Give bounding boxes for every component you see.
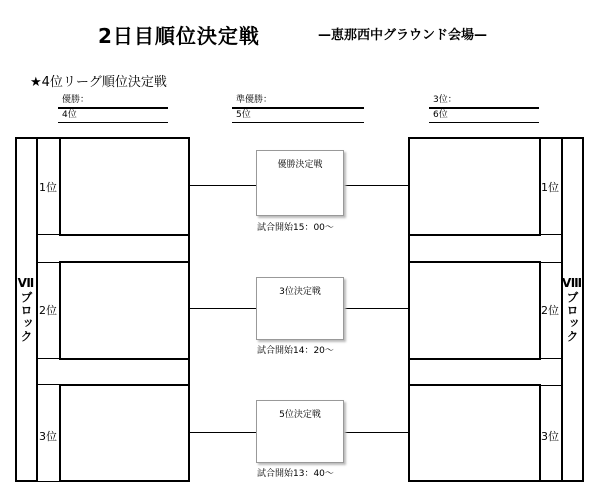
right-connector-2 bbox=[344, 308, 408, 309]
left-team-box-2 bbox=[59, 261, 190, 360]
left-connector-3 bbox=[190, 432, 256, 433]
right-rank-1: 1位 bbox=[541, 181, 559, 194]
right-rank-3: 3位 bbox=[541, 430, 559, 443]
right-team-box-2 bbox=[408, 261, 541, 360]
venue-label: —恵那西中グラウンド会場— bbox=[318, 28, 488, 43]
match-box-fifth bbox=[256, 400, 344, 463]
right-rank-2: 2位 bbox=[541, 304, 559, 317]
match-title-fifth: 5位決定戦 bbox=[279, 410, 321, 420]
left-block-name: Ⅶブロック bbox=[15, 137, 38, 482]
section-title: ★4位リーグ順位決定戦 bbox=[30, 75, 167, 90]
right-connector-3 bbox=[344, 432, 408, 433]
runner-up-label: 準優勝： bbox=[236, 95, 273, 105]
third-underline bbox=[429, 122, 539, 123]
third-line bbox=[429, 107, 539, 109]
left-rank-3: 3位 bbox=[39, 430, 57, 443]
match-time-fifth: 試合開始13：40～ bbox=[257, 469, 334, 479]
match-time-third: 試合開始14：20～ bbox=[257, 346, 334, 356]
left-team-box-1 bbox=[59, 137, 190, 236]
winner-underline bbox=[58, 122, 168, 123]
right-team-box-3 bbox=[408, 384, 541, 482]
left-connector-1 bbox=[190, 185, 256, 186]
right-team-box-1 bbox=[408, 137, 541, 236]
match-box-final bbox=[256, 150, 344, 216]
match-title-final: 優勝決定戦 bbox=[277, 160, 323, 170]
third-label: 3位： bbox=[433, 95, 457, 105]
match-title-third: 3位決定戦 bbox=[279, 287, 321, 297]
third-value: 6位 bbox=[433, 110, 448, 120]
runner-up-value: 5位 bbox=[236, 110, 251, 120]
right-connector-1 bbox=[344, 185, 408, 186]
runner-up-line bbox=[232, 107, 364, 109]
page-title: 2日目順位決定戦 bbox=[98, 24, 260, 48]
winner-line bbox=[58, 107, 168, 109]
match-box-third bbox=[256, 277, 344, 340]
left-team-box-3 bbox=[59, 384, 190, 482]
left-rank-2: 2位 bbox=[39, 304, 57, 317]
runner-up-underline bbox=[232, 122, 364, 123]
winner-label: 優勝： bbox=[62, 95, 90, 105]
left-connector-2 bbox=[190, 308, 256, 309]
right-block-name: Ⅷブロック bbox=[561, 137, 584, 482]
left-rank-1: 1位 bbox=[39, 181, 57, 194]
winner-value: 4位 bbox=[62, 110, 77, 120]
match-time-final: 試合開始15：00～ bbox=[257, 223, 334, 233]
